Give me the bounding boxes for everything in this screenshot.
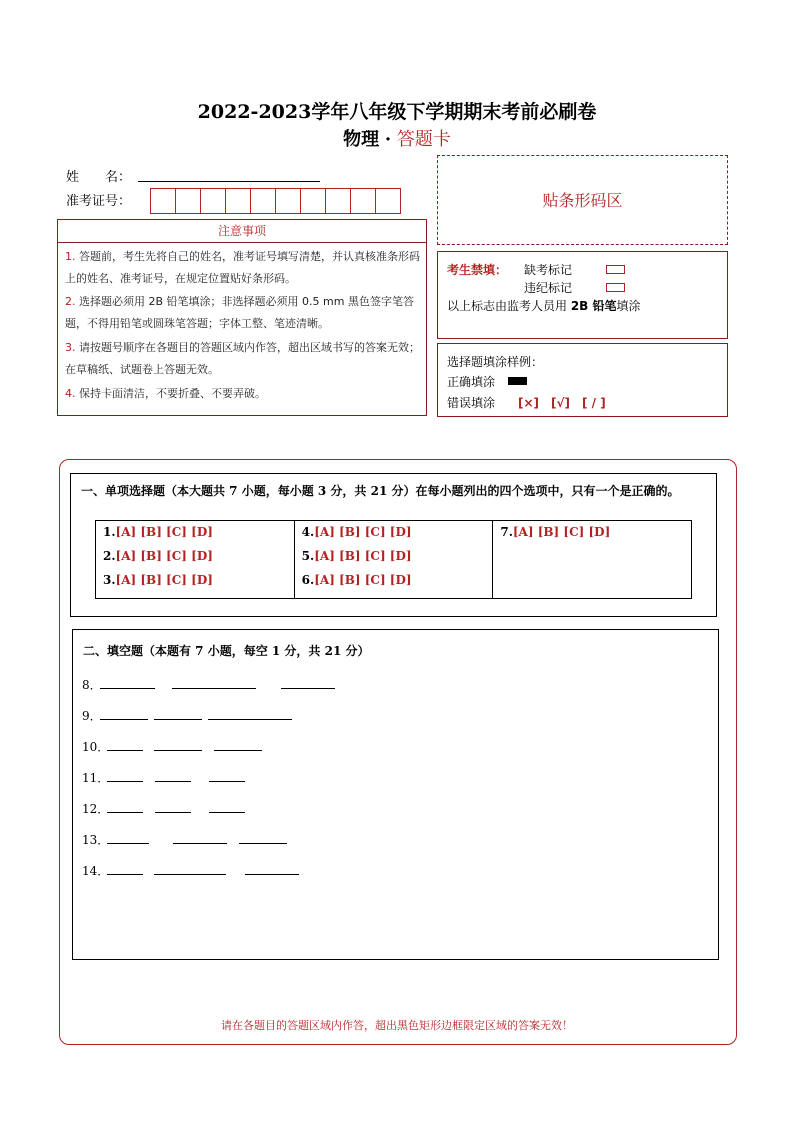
id-digit-box[interactable]	[200, 188, 226, 214]
fill-example-title: 选择题填涂样例：	[447, 355, 544, 369]
fill-question-number: 12．	[82, 802, 110, 816]
prohibit-box	[437, 251, 728, 339]
absent-mark-box[interactable]	[606, 265, 625, 274]
answer-blank[interactable]	[154, 862, 226, 875]
id-digit-box[interactable]	[300, 188, 326, 214]
fill-question-row	[82, 862, 109, 878]
fill-question-number: 10．	[82, 740, 110, 754]
fill-question-number: 9．	[82, 709, 102, 723]
answer-blank[interactable]	[107, 862, 143, 875]
answer-blank[interactable]	[107, 738, 143, 751]
exam-subtitle	[0, 125, 794, 151]
notice-box	[57, 243, 427, 416]
prohibit-note: 以上标志由监考人员用 2B 铅笔填涂	[447, 299, 641, 313]
correct-fill-label: 正确填涂	[447, 375, 496, 389]
answer-blank[interactable]	[214, 738, 262, 751]
choice-question[interactable]: 2.[A] [B] [C] [D]	[103, 549, 213, 563]
notice-item: 1. 答题前，考生先将自己的姓名，准考证号填写清楚，并认真核准条形码上的姓名、准考证号，在规定位置贴好条形码。	[65, 250, 420, 285]
footer-warning: 请在各题目的答题区域内作答，超出黑色矩形边框限定区域的答案无效！	[221, 1019, 573, 1032]
id-digit-box[interactable]	[350, 188, 376, 214]
answer-blank[interactable]	[172, 676, 256, 689]
fill-question-row	[82, 769, 109, 785]
wrong-fill-samples: [×] [√] [ / ]	[518, 396, 606, 410]
fill-question-row	[82, 676, 102, 692]
violation-mark-label: 违纪标记	[524, 281, 573, 295]
answer-blank[interactable]	[154, 738, 202, 751]
name-field[interactable]	[138, 180, 320, 182]
notice-item: 2. 选择题必须用 2B 铅笔填涂；非选择题必须用 0.5 mm 黑色签字笔答题，不得用铅笔或圆珠笔答题；字体工整、笔迹清晰。	[65, 295, 414, 330]
correct-fill-sample	[508, 377, 527, 385]
barcode-area	[437, 155, 728, 245]
answer-blank[interactable]	[208, 707, 292, 720]
section-fill-title: 二、填空题（本题有 7 小题，每空 1 分，共 21 分）	[83, 644, 370, 658]
answer-blank[interactable]	[154, 707, 202, 720]
answer-blank[interactable]	[173, 831, 227, 844]
fill-question-number: 11．	[82, 771, 110, 785]
id-number-boxes	[151, 188, 401, 214]
id-digit-box[interactable]	[225, 188, 251, 214]
answer-blank[interactable]	[209, 769, 245, 782]
choice-column	[294, 521, 493, 598]
prohibit-label: 考生禁填：	[447, 263, 508, 277]
answer-blank[interactable]	[281, 676, 335, 689]
choice-question[interactable]: 5.[A] [B] [C] [D]	[301, 549, 412, 563]
fill-example-box	[437, 343, 728, 417]
subject-label: 物理	[343, 129, 380, 150]
answer-blank[interactable]	[107, 769, 143, 782]
fill-question-row	[82, 738, 109, 754]
answer-blank[interactable]	[245, 862, 299, 875]
id-digit-box[interactable]	[250, 188, 276, 214]
id-digit-box[interactable]	[325, 188, 351, 214]
exam-title: 2022-2023学年八年级下学期期末考前必刷卷	[197, 101, 597, 123]
choice-question[interactable]: 3.[A] [B] [C] [D]	[103, 573, 213, 587]
choice-grid	[95, 520, 692, 599]
choice-question[interactable]: 1.[A] [B] [C] [D]	[103, 525, 213, 539]
violation-mark-box[interactable]	[606, 283, 625, 292]
fill-question-row	[82, 831, 109, 847]
fill-question-row	[82, 800, 109, 816]
answer-blank[interactable]	[100, 676, 155, 689]
answer-blank[interactable]	[155, 800, 191, 813]
name-label: 姓 名：	[66, 170, 132, 185]
answer-blank[interactable]	[155, 769, 191, 782]
fill-question-row	[82, 707, 102, 723]
choice-column	[96, 521, 294, 598]
answer-blank[interactable]	[239, 831, 287, 844]
notice-item: 3. 请按题号顺序在各题目的答题区域内作答，超出区域书写的答案无效；在草稿纸、试题卷上答题无效。	[65, 341, 420, 376]
section-choice-title: 一、单项选择题（本大题共 7 小题，每小题 3 分，共 21 分）在每小题列出的四个选项中，只有一个是正确的。	[81, 484, 680, 498]
wrong-fill-label: 错误填涂	[447, 396, 496, 410]
id-digit-box[interactable]	[275, 188, 301, 214]
fill-question-number: 14．	[82, 864, 110, 878]
id-digit-box[interactable]	[175, 188, 201, 214]
answer-blank[interactable]	[107, 831, 149, 844]
fill-question-number: 13．	[82, 833, 110, 847]
fill-question-number: 8．	[82, 678, 102, 692]
subtitle-separator: ·	[384, 129, 392, 150]
id-digit-box[interactable]	[150, 188, 176, 214]
barcode-label: 贴条形码区	[542, 191, 623, 210]
notice-title: 注意事项	[57, 219, 427, 243]
choice-question[interactable]: 4.[A] [B] [C] [D]	[301, 525, 412, 539]
choice-column	[492, 521, 691, 598]
id-digit-box[interactable]	[375, 188, 401, 214]
answer-blank[interactable]	[107, 800, 143, 813]
choice-question[interactable]: 6.[A] [B] [C] [D]	[301, 573, 412, 587]
answer-blank[interactable]	[209, 800, 245, 813]
answer-blank[interactable]	[100, 707, 148, 720]
absent-mark-label: 缺考标记	[524, 263, 573, 277]
notice-item: 4. 保持卡面清洁，不要折叠、不要弄破。	[65, 387, 266, 400]
card-label: 答题卡	[396, 129, 451, 150]
choice-question[interactable]: 7.[A] [B] [C] [D]	[500, 525, 611, 539]
id-label: 准考证号：	[66, 194, 132, 209]
section-fill	[72, 629, 719, 960]
